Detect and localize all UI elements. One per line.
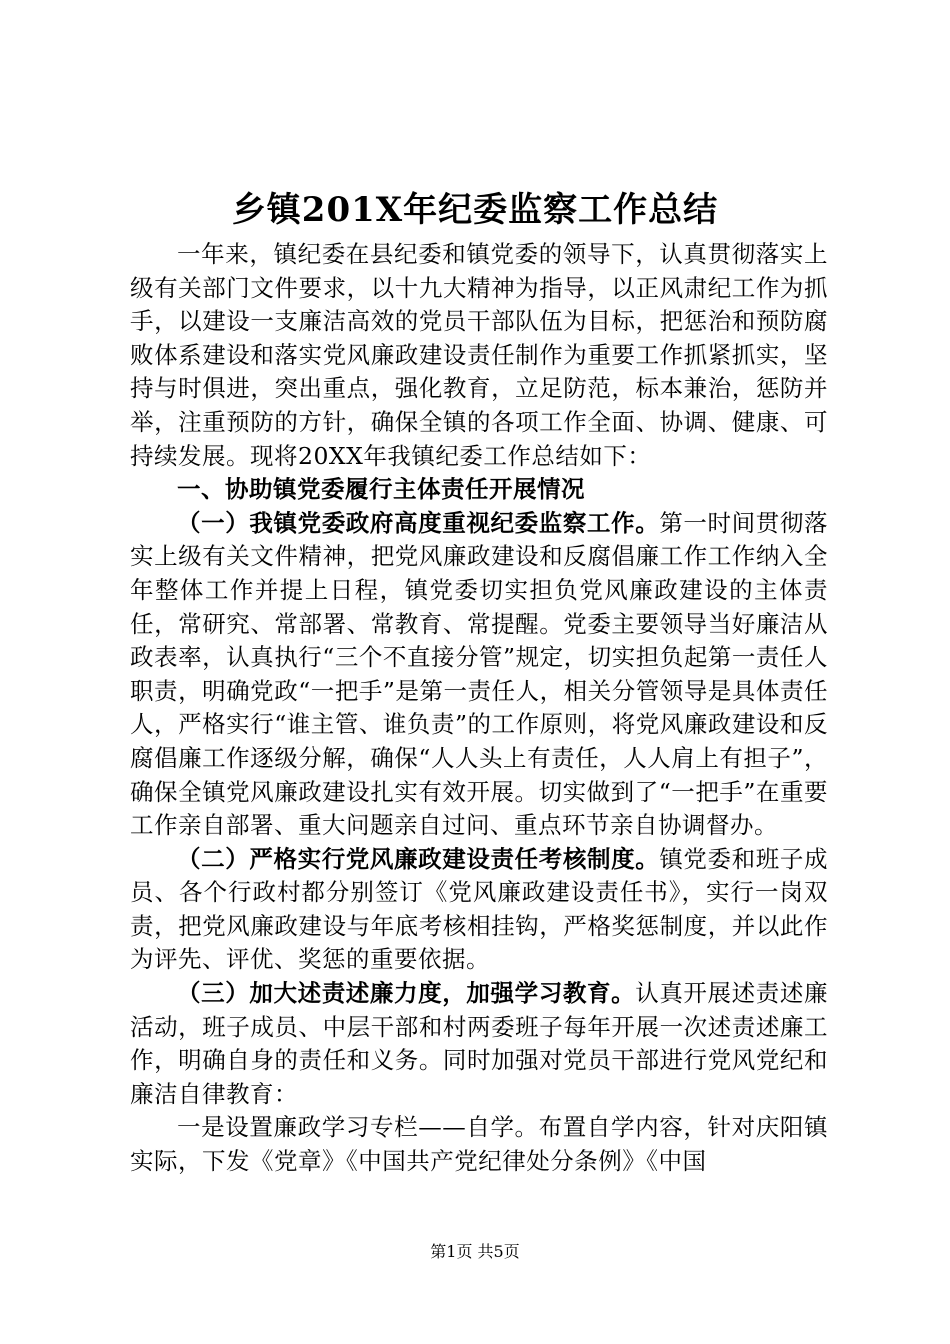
document-body bbox=[130, 238, 828, 1179]
item-text-1: 第一时间贯彻落实上级有关文件精神，把党风廉政建设和反腐倡廉工作工作纳入全年整体工作并提上日程，镇党委切实担负党风廉政建设的主体责任，常研究、常部署、常教育、常提醒。党委主要领导当好廉洁从政表率，认真执行“三个不直接分管”规定，切实担负起第一责任人职责，明确党政“一把手”是第一责任人，相关分管领导是具体责任人，严格实行“谁主管、谁负责”的工作原则，将党风廉政建设和反腐倡廉工作逐级分解，确保“人人头上有责任，人人肩上有担子”，确保全镇党风廉政建设扎实有效开展。切实做到了“一把手”在重要工作亲自部署、重大问题亲自过问、重点环节亲自协调督办。 bbox=[130, 508, 829, 840]
page-footer: 第1页 共5页 bbox=[430, 1242, 520, 1261]
item-text-2: 镇党委和班子成员、各个行政村都分别签订《党风廉政建设责任书》，实行一岗双责，把党风廉政建设与年底考核相挂钩，严格奖惩制度，并以此作为评先、评优、奖惩的重要依据。 bbox=[130, 844, 829, 974]
intro-paragraph: 一年来，镇纪委在县纪委和镇党委的领导下，认真贯彻落实上级有关部门文件要求，以十九大精神为指导，以正风肃纪工作为抓手，以建设一支廉洁高效的党员干部队伍为目标，把惩治和预防腐败体系建设和落实党风廉政建设责任制作为重要工作抓紧抓实，坚持与时俱进，突出重点，强化教育，立足防范，标本兼治，惩防并举，注重预防的方针，确保全镇的各项工作全面、协调、健康、可持续发展。现将20XX年我镇纪委工作总结如下： bbox=[130, 240, 828, 470]
section-heading-1: 一、协助镇党委履行主体责任开展情况 bbox=[177, 475, 585, 504]
item-paragraph-3 bbox=[130, 977, 828, 1111]
item-lead-3: （三）加大述责述廉力度，加强学习教育。 bbox=[177, 979, 636, 1008]
point-paragraph-1: 一是设置廉政学习专栏——自学。布置自学内容，针对庆阳镇实际，下发《党章》《中国共产党纪律处分条例》《中国 bbox=[130, 1113, 828, 1176]
item-lead-2: （二）严格实行党风廉政建设责任考核制度。 bbox=[177, 844, 660, 873]
document-title: 乡镇201X年纪委监察工作总结 bbox=[231, 190, 719, 230]
item-paragraph-1 bbox=[130, 507, 828, 843]
item-paragraph-2 bbox=[130, 843, 828, 977]
item-lead-1: （一）我镇党委政府高度重视纪委监察工作。 bbox=[177, 508, 660, 537]
item-text-3: 认真开展述责述廉活动，班子成员、中层干部和村两委班子每年开展一次述责述廉工作，明确自身的责任和义务。同时加强对党员干部进行党风党纪和廉洁自律教育： bbox=[130, 979, 829, 1108]
